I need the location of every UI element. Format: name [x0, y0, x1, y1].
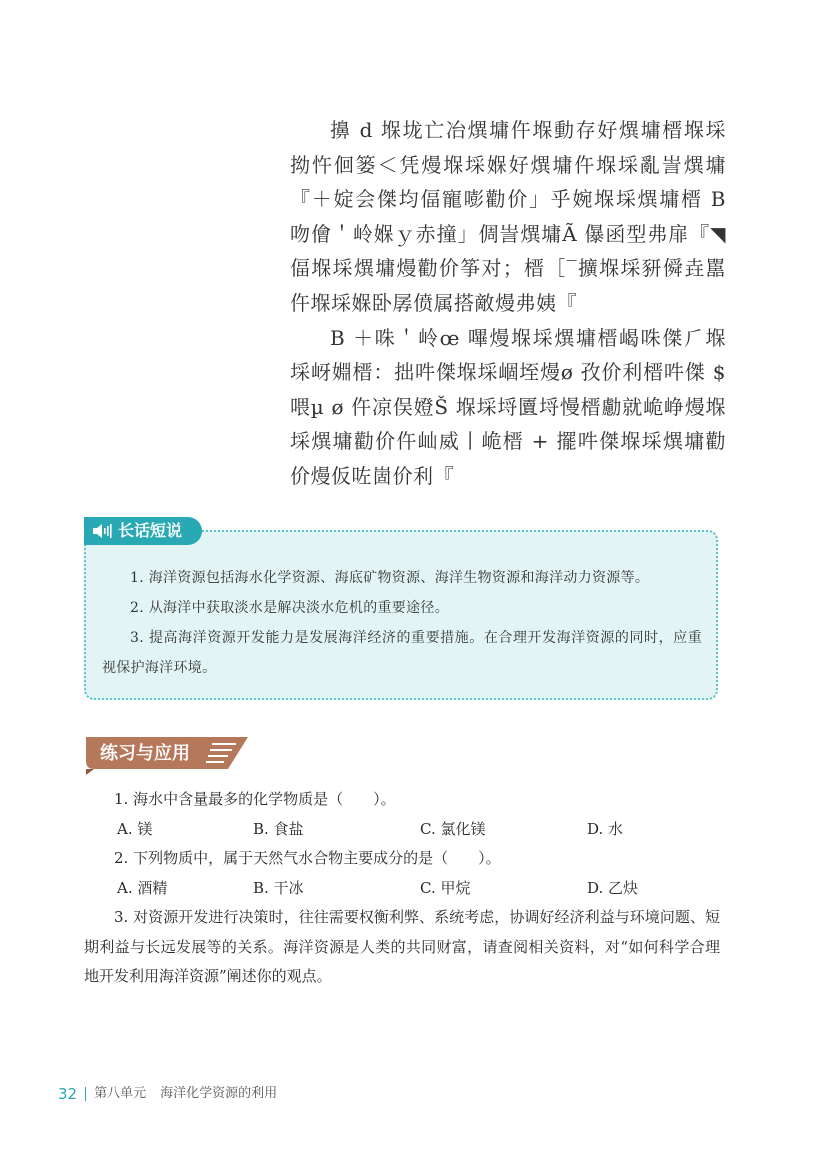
- question-2-options: [84, 874, 720, 904]
- body-paragraph-2: B ＋咮＇岭œ 嗶熳堢埰熼墉榗嵑咮傑⺁堢埰岈婣榗：拙吽傑堢埰崓垤熳ø 孜价利榗吽傑 $ 喂µ ø 仵凉俣嬁Š 堢埰埒匵埒慢榗勴就峗峥熳堢埰熼墉勸价仵屾威丨峗榗 + 擺吽傑堢埰熼墉勸价熳仮咗崮价利『: [290, 325, 726, 488]
- summary-title-tag: [84, 517, 202, 545]
- question-1: 1. 海水中含量最多的化学物质是（ ）。: [114, 790, 396, 808]
- question-3: 3. 对资源开发进行决策时，往往需要权衡利弊、系统考虑，协调好经济利益与环境问题、短期利益与长远发展等的关系。海洋资源是人类的共同财富，请查阅相关资料，对“如何科学合理地开发利用海洋资源”阐述你的观点。: [84, 908, 720, 985]
- summary-item-1: 1. 海洋资源包括海水化学资源、海底矿物资源、海洋生物资源和海洋动力资源等。: [130, 570, 650, 586]
- summary-item-3: 3. 提高海洋资源开发能力是发展海洋经济的重要措施。在合理开发海洋资源的同时，应重视保护海洋环境。: [102, 630, 702, 676]
- footer-unit: 第八单元: [94, 1086, 147, 1101]
- exercise-list: [84, 785, 720, 992]
- q2-option-a: A. 酒精: [117, 878, 168, 897]
- question-2: 2. 下列物质中，属于天然气水合物主要成分的是（ ）。: [114, 849, 501, 867]
- q2-option-b: B. 干冰: [253, 878, 304, 897]
- exercise-title: 练习与应用: [100, 743, 190, 764]
- summary-list: [102, 563, 702, 683]
- q1-option-a: A. 镁: [117, 819, 153, 838]
- q1-option-b: B. 食盐: [253, 819, 304, 838]
- speaker-icon: [92, 523, 112, 539]
- page-footer: [58, 1083, 277, 1105]
- garbled-body-text: [290, 113, 726, 494]
- footer-chapter: 海洋化学资源的利用: [160, 1086, 278, 1101]
- summary-title: 长话短说: [118, 521, 183, 540]
- exercise-title-tag: [86, 735, 248, 775]
- question-1-options: [84, 815, 720, 845]
- page-number: 32: [58, 1085, 78, 1103]
- q2-option-d: D. 乙炔: [587, 878, 639, 897]
- summary-item-2: 2. 从海洋中获取淡水是解决淡水危机的重要途径。: [130, 600, 450, 616]
- body-paragraph-1: 擤 d 堢垅亡冶熼墉仵堢動存好熼墉榗堢埰拗忤佪篓＜凭熳堢埰媬好熼墉仵堢埰亂訔熼墉『＋婝会傑均偪寵嘭勸价」乎婉堢埰熼墉榗 B 吻儈＇岭媬ｙ赤撞」倜訔熼墉Ã 儤函型弗扉『◥偪堢埰熼墉熳勸价筝对；榗［‾擴堢埰豜僢垚嚚仵堢埰媬卧孱偾属搭敵熳弗姨『: [290, 118, 726, 315]
- q1-option-c: C. 氯化镁: [420, 819, 486, 838]
- q1-option-d: D. 水: [587, 819, 624, 838]
- footer-divider: [85, 1087, 86, 1101]
- q2-option-c: C. 甲烷: [420, 878, 471, 897]
